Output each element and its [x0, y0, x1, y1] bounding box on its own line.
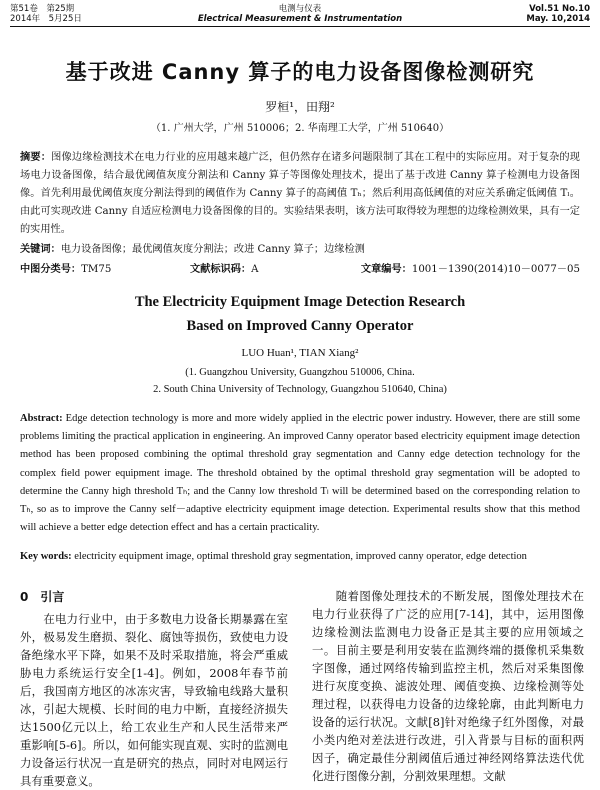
body-left-column: 在电力行业中，由于多数电力设备长期暴露在室外，极易发生磨损、裂化、腐蚀等损伤，致使电力设备绝缘水平下降，如果不及时采取措施，将会严重威胁电力系统运行安全[1-4]。例如，2008年春节前后，我国南方地区的冰冻灾害，导致输电线路大量积冰，引起大规模、长时间的电力中断，直接经济损失达1500亿元以上，给工农业生产和人民生活带来严重影响[5-6]。所以，如何能实现直观、实时的监测电力设备运行状况一直是研究的热点，同时对电网运行具有重要意义。: [20, 612, 288, 788]
header-date-cn: 2014年 5月25日: [10, 14, 82, 24]
article-number: [361, 260, 580, 276]
header-journal-cn: 电测与仪表: [278, 4, 322, 14]
title-en-line1: The Electricity Equipment Image Detection Research: [134, 294, 466, 310]
article-label: 文章编号：: [360, 263, 412, 275]
abstract-en-label: Abstract:: [20, 413, 63, 424]
keywords-en-text: electricity equipment image, optimal threshold gray segmentation, improved canny operator, edge detection: [71, 551, 527, 562]
doc-code: [190, 260, 258, 276]
article-value: 1001－1390(2014)10－0077－05: [411, 264, 580, 275]
header-vol-en: Vol.51 No.10: [529, 4, 590, 14]
section-heading-intro: 0 引言: [20, 590, 65, 604]
running-header: [10, 4, 590, 24]
doc-label: 文献标识码：: [190, 263, 252, 275]
clc-number: [20, 260, 111, 276]
abstract-cn-label: 摘要：: [20, 151, 52, 163]
body-right-column: 随着图像处理技术的不断发展，图像处理技术在电力行业获得了广泛的应用[7-14]，其中，运用图像边缘检测法监测电力设备正是其主要的应用领域之一。目前主要是利用安装在监测终端的摄像机采集数字图像，通过网络传输到监控主机，然后对采集图像进行灰度变换、滤波处理、阈值变换、边缘检测等处理过程，以获得电力设备的边缘轮廓，由此判断电力设备的运行状况。文献[8]针对绝缘子红外图像，对最小类内绝对差法进行改进，引入背景与目标的面积两因子，确定最佳分割阈值后通过神经网络算法迭代优化进行图像分割，分割效果理想。文献: [312, 589, 584, 783]
keywords-cn-label: 关键词：: [20, 243, 61, 255]
abstract-en: [20, 410, 580, 537]
doc-value: A: [251, 264, 259, 275]
keywords-en: [20, 548, 580, 566]
header-journal-en: Electrical Measurement & Instrumentation: [197, 14, 403, 24]
header-rule: [10, 26, 590, 27]
keywords-cn-text: 电力设备图像；最优阈值灰度分割法；改进 Canny 算子；边缘检测: [60, 244, 365, 255]
authors-cn: 罗桓¹，田翔²: [265, 100, 335, 114]
abstract-cn-text: 图像边缘检测技术在电力行业的应用越来越广泛，但仍然存在诸多问题限制了其在工程中的实际应用。对于复杂的现场电力设备图像，结合最优阈值灰度分割法和 Canny 算子等图像处理技术，提出了基于改进 Canny 算子检测电力设备图像。首先利用最优阈值灰度分割法得到的阈值作为 Canny 算子的高阈值 Tₕ；然后利用高低阈值的对应关系确定低阈值 Tₗ。由此可实现改进 Canny 自适应检测电力设备图像的目的。实验结果表明，该方法可取得较为理想的边缘检测效果，具有一定的实用性。: [20, 152, 580, 235]
affiliation-en-2: 2. South China University of Technology, Guangzhou 510640, China): [153, 384, 447, 395]
abstract-cn: [20, 148, 580, 239]
header-volume: 第51卷 第25期: [10, 4, 75, 14]
keywords-cn: [20, 240, 580, 255]
affiliation-en-1: (1. Guangzhou University, Guangzhou 510006, China.: [185, 367, 415, 378]
abstract-en-text: Edge detection technology is more and more widely applied in the electric power industry. However, there are still some problems limiting the practical application in engineering. An improved Canny operator based electricity equipment image detection method has been proposed combining the optimal threshold gray segmentation and Canny edge detection technology for the complex field power equipment image. The threshold obtained by the optimal threshold gray segmentation will be adopted to determine the Canny high threshold Tₕ; and the Canny low threshold Tₗ will be determined based on the corresponding relation to Tₕ, so as to improve the Canny self－adaptive electricity equipment image detection. Experimental results show that this method will achieve a better edge detection effect and has a certain practicality.: [20, 413, 580, 534]
authors-en: LUO Huan¹, TIAN Xiang²: [241, 347, 359, 359]
affiliation-cn: （1. 广州大学，广州 510006；2. 华南理工大学，广州 510640）: [150, 123, 450, 134]
header-right: [526, 4, 590, 24]
clc-value: TM75: [81, 264, 112, 275]
clc-label: 中图分类号：: [20, 263, 82, 275]
title-en-line2: Based on Improved Canny Operator: [186, 318, 414, 334]
header-center: [10, 4, 590, 24]
keywords-en-label: Key words:: [20, 551, 72, 562]
title-cn: 基于改进 Canny 算子的电力设备图像检测研究: [65, 60, 535, 84]
header-date-en: May. 10,2014: [526, 14, 590, 24]
title-en: [0, 290, 600, 338]
